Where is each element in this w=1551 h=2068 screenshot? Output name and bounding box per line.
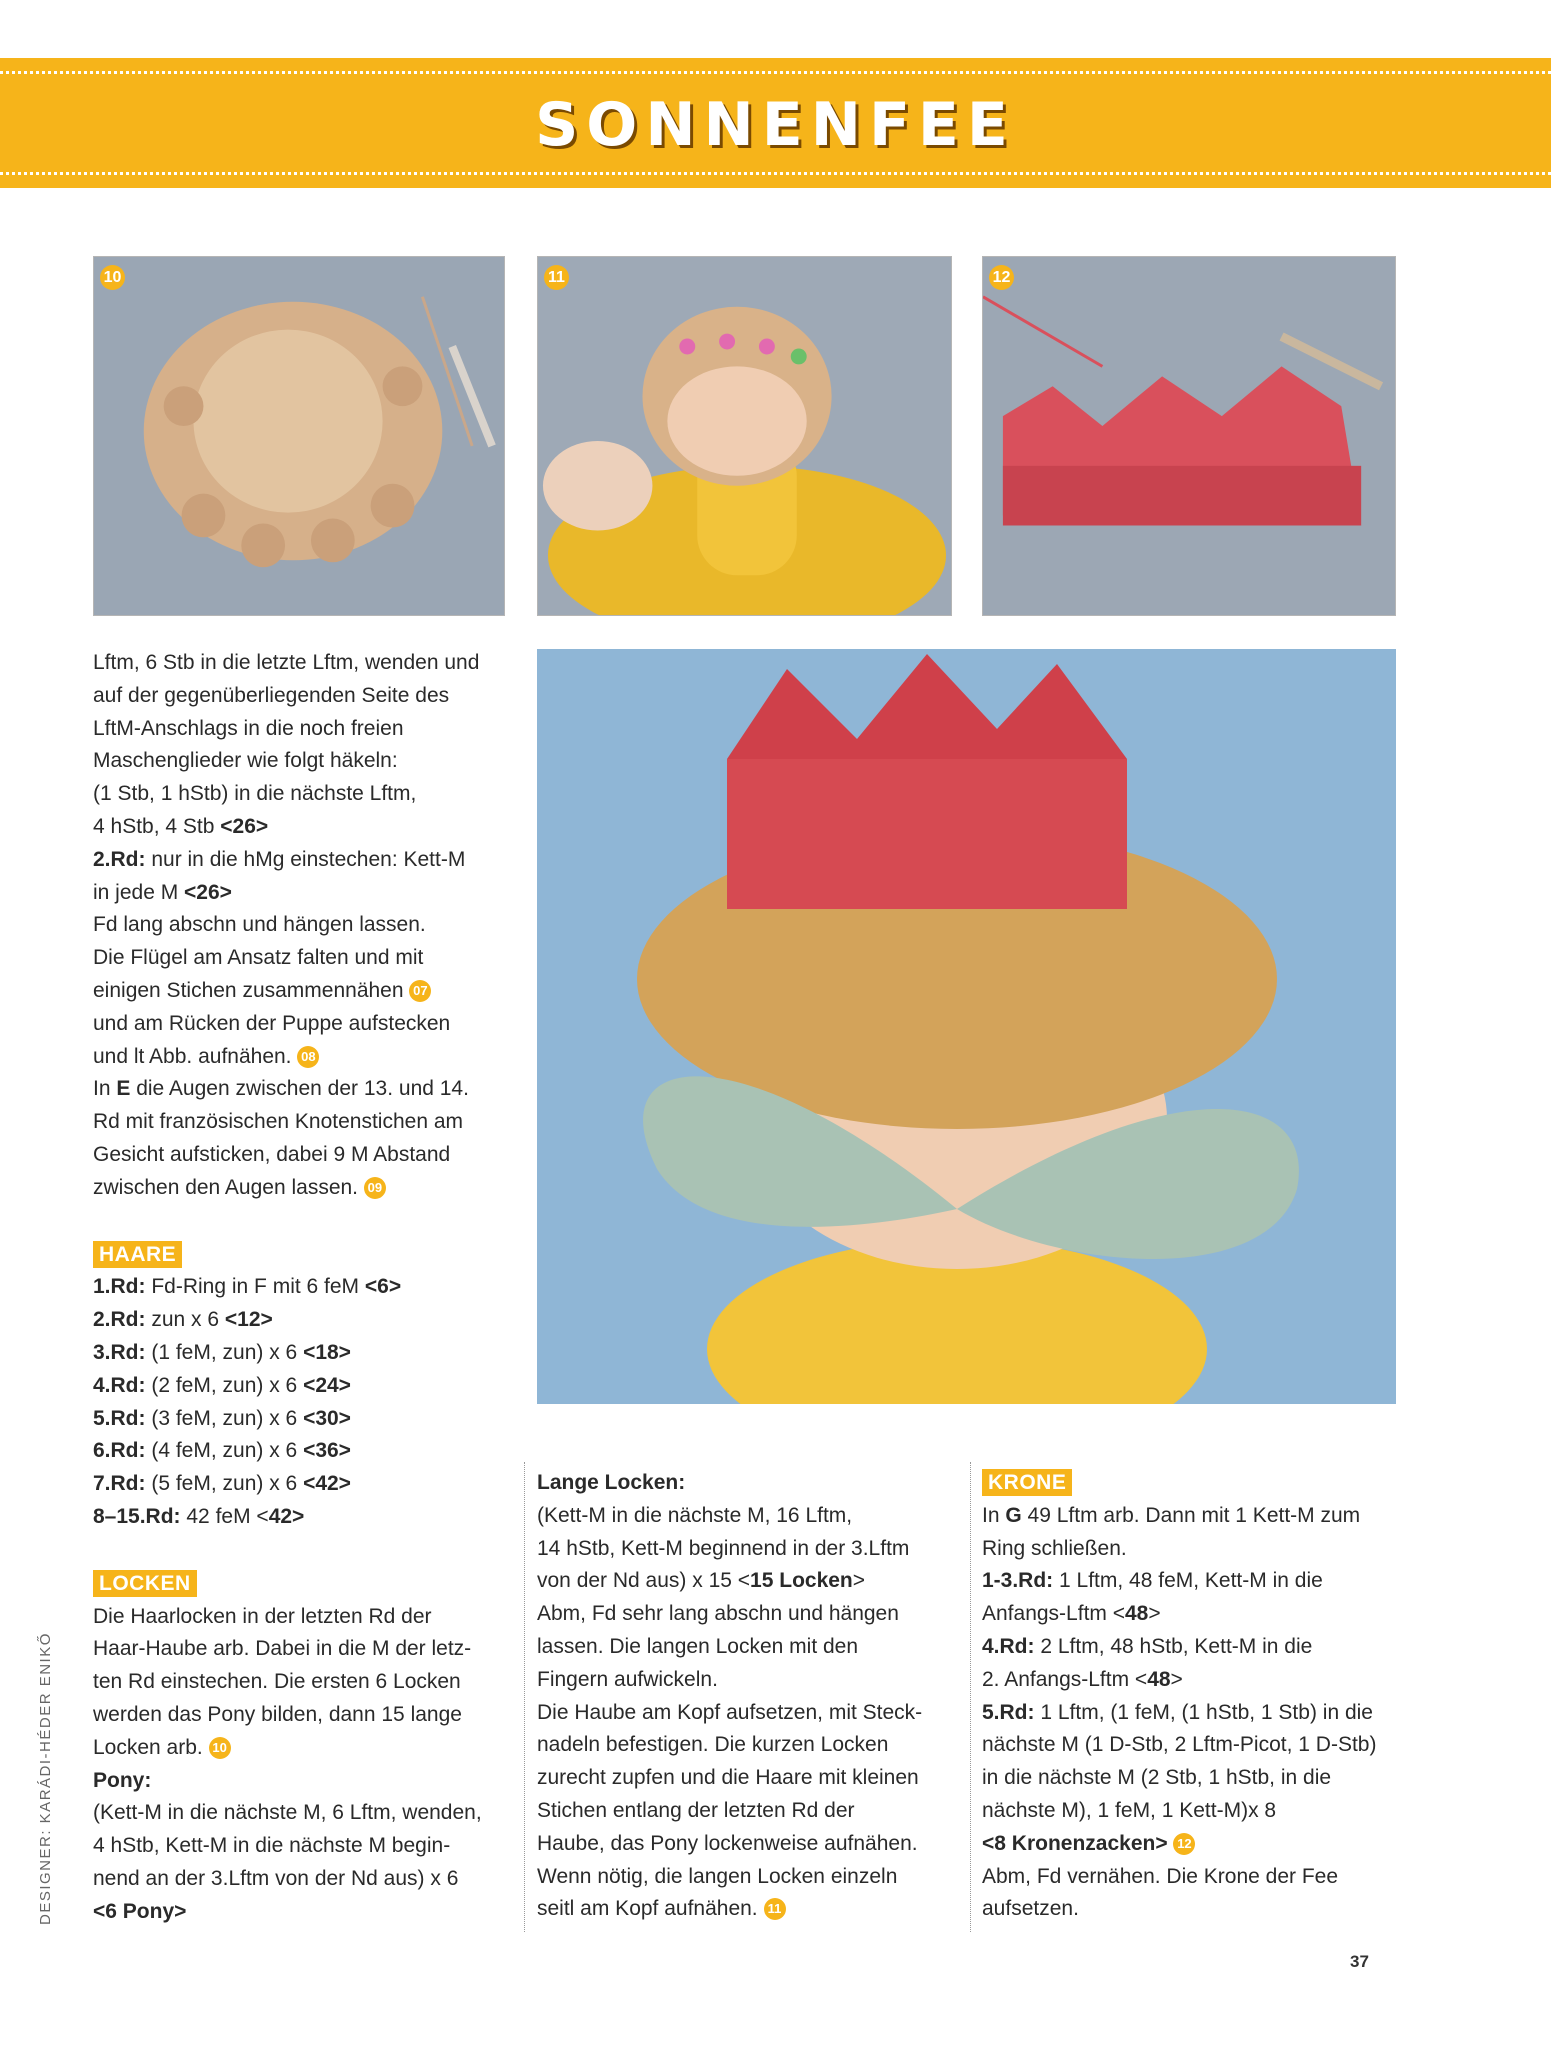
text-line: <6 Pony> (93, 1899, 187, 1923)
text-line: Rd mit französischen Knotenstichen am (93, 1110, 464, 1134)
text-line: auf der gegenüberliegenden Seite des (93, 683, 450, 707)
round-line: 7.Rd: (5 feM, zun) x 6 <42> (93, 1472, 351, 1496)
text-line: 2. Anfangs-Lftm <48> (982, 1667, 1183, 1691)
text-line: <8 Kronenzacken> 12 (982, 1828, 1412, 1861)
text-line: Haube, das Pony lockenweise aufnähen. (537, 1831, 918, 1855)
text-line: Lftm, 6 Stb in die letzte Lftm, wenden und (93, 651, 480, 674)
text-line: Die Haarlocken in der letzten Rd der (93, 1604, 432, 1628)
round-line: 3.Rd: (1 feM, zun) x 6 <18> (93, 1340, 351, 1364)
text-line: lassen. Die langen Locken mit den (537, 1634, 859, 1658)
text-line: Locken arb. 10 (93, 1732, 518, 1765)
round-line: 4.Rd: (2 feM, zun) x 6 <24> (93, 1373, 351, 1397)
text-line: nend an der 3.Lftm von der Nd aus) x 6 (93, 1866, 459, 1890)
photo-11-doll-hair (537, 256, 952, 616)
step-marker: 08 (297, 1046, 319, 1068)
text-line: werden das Pony bilden, dann 15 lange (93, 1702, 462, 1726)
section-tag-locken: LOCKEN (93, 1570, 197, 1597)
text-line: Pony: (93, 1768, 152, 1792)
text-line: Fingern aufwickeln. (537, 1667, 718, 1691)
text-line: nächste M), 1 feM, 1 Kett-M)x 8 (982, 1798, 1277, 1822)
text-line: zurecht zupfen und die Haare mit kleinen (537, 1766, 919, 1790)
crown-strip-illustration (983, 257, 1395, 615)
doll-back-illustration (537, 649, 1396, 1404)
text-line: aufsetzen. (982, 1897, 1079, 1921)
doll-hair-illustration (538, 257, 951, 615)
text-line: (Kett-M in die nächste M, 16 Lftm, (537, 1503, 853, 1527)
round-line: 6.Rd: (4 feM, zun) x 6 <36> (93, 1439, 351, 1463)
text-line: Die Haube am Kopf aufsetzen, mit Steck- (537, 1700, 923, 1724)
text-line: in jede M <26> (93, 880, 232, 904)
round-line: 4.Rd: 2 Lftm, 48 hStb, Kett-M in die (982, 1634, 1313, 1658)
round-line: 1.Rd: Fd-Ring in F mit 6 feM <6> (93, 1275, 402, 1299)
round-line: 5.Rd: (3 feM, zun) x 6 <30> (93, 1406, 351, 1430)
photo-number-badge: 11 (544, 265, 569, 290)
text-line: Stichen entlang der letzten Rd der (537, 1798, 855, 1822)
text-line: (1 Stb, 1 hStb) in die nächste Lftm, (93, 782, 417, 806)
column-divider (524, 1462, 525, 1932)
step-marker: 07 (409, 980, 431, 1002)
step-marker: 11 (764, 1898, 786, 1920)
text-line: (Kett-M in die nächste M, 6 Lftm, wenden, (93, 1801, 482, 1825)
photo-10-hair-cap (93, 256, 505, 616)
text-line: Abm, Fd sehr lang abschn und hängen (537, 1602, 899, 1626)
round-line: 1-3.Rd: 1 Lftm, 48 feM, Kett-M in die (982, 1569, 1323, 1593)
text-line: Lange Locken: (537, 1471, 686, 1494)
column-right (982, 1467, 1412, 1926)
text-line: In G 49 Lftm arb. Dann mit 1 Kett-M zum (982, 1503, 1361, 1527)
designer-credit: DESIGNER: KARÁDI-HÉDER ENIKŐ (37, 1632, 54, 1925)
text-line: Die Flügel am Ansatz falten und mit (93, 946, 424, 970)
page-title: SONNENFEE (535, 90, 1016, 160)
photo-doll-crown-back (537, 649, 1396, 1404)
text-line: von der Nd aus) x 15 <15 Locken> (537, 1569, 866, 1593)
round-line: 8–15.Rd: 42 feM <42> (93, 1504, 305, 1528)
column-divider (970, 1462, 971, 1932)
text-line: Wenn nötig, die langen Locken einzeln (537, 1864, 898, 1888)
column-left (93, 647, 518, 1928)
column-middle (537, 1467, 962, 1926)
text-line: 14 hStb, Kett-M beginnend in der 3.Lftm (537, 1536, 910, 1560)
step-marker: 12 (1173, 1833, 1195, 1855)
text-line: Haar-Haube arb. Dabei in die M der letz- (93, 1637, 472, 1661)
text-line: nächste M (1 D-Stb, 2 Lftm-Picot, 1 D-Stb) (982, 1733, 1377, 1757)
text-line: nadeln befestigen. Die kurzen Locken (537, 1733, 889, 1757)
text-line: Maschenglieder wie folgt häkeln: (93, 749, 398, 773)
hair-cap-illustration (94, 257, 504, 615)
photo-12-crown-strip (982, 256, 1396, 616)
photo-number-badge: 12 (989, 265, 1014, 290)
text-line: ten Rd einstechen. Die ersten 6 Locken (93, 1670, 461, 1694)
text-line: in die nächste M (2 Stb, 1 hStb, in die (982, 1766, 1332, 1790)
round-line: 5.Rd: 1 Lftm, (1 feM, (1 hStb, 1 Stb) in die (982, 1700, 1373, 1724)
section-tag-haare: HAARE (93, 1241, 182, 1268)
text-line: 2.Rd: nur in die hMg einstechen: Kett-M (93, 847, 466, 871)
text-line: und lt Abb. aufnähen. 08 (93, 1041, 518, 1074)
text-line: einigen Stichen zusammennähen 07 (93, 975, 518, 1008)
title-banner (0, 58, 1551, 188)
text-line: Fd lang abschn und hängen lassen. (93, 913, 426, 937)
text-line: Abm, Fd vernähen. Die Krone der Fee (982, 1864, 1339, 1888)
page-number: 37 (1350, 1952, 1369, 1971)
text-line: seitl am Kopf aufnähen. 11 (537, 1893, 962, 1926)
text-line: Gesicht aufsticken, dabei 9 M Abstand (93, 1142, 451, 1166)
text-line: In E die Augen zwischen der 13. und 14. (93, 1077, 469, 1101)
text-line: 4 hStb, Kett-M in die nächste M begin- (93, 1834, 451, 1858)
text-line: LftM-Anschlags in die noch freien (93, 716, 404, 740)
banner-dotted-line-top (0, 71, 1551, 74)
text-line: 4 hStb, 4 Stb <26> (93, 814, 269, 838)
text-line: zwischen den Augen lassen. 09 (93, 1172, 518, 1205)
text-line: und am Rücken der Puppe aufstecken (93, 1011, 451, 1035)
banner-dotted-line-bottom (0, 172, 1551, 175)
text-line: Anfangs-Lftm <48> (982, 1602, 1161, 1626)
photo-number-badge: 10 (100, 265, 125, 290)
text-line: Ring schließen. (982, 1536, 1127, 1560)
step-marker: 10 (209, 1737, 231, 1759)
section-tag-krone: KRONE (982, 1469, 1072, 1496)
round-line: 2.Rd: zun x 6 <12> (93, 1308, 273, 1332)
step-marker: 09 (364, 1177, 386, 1199)
